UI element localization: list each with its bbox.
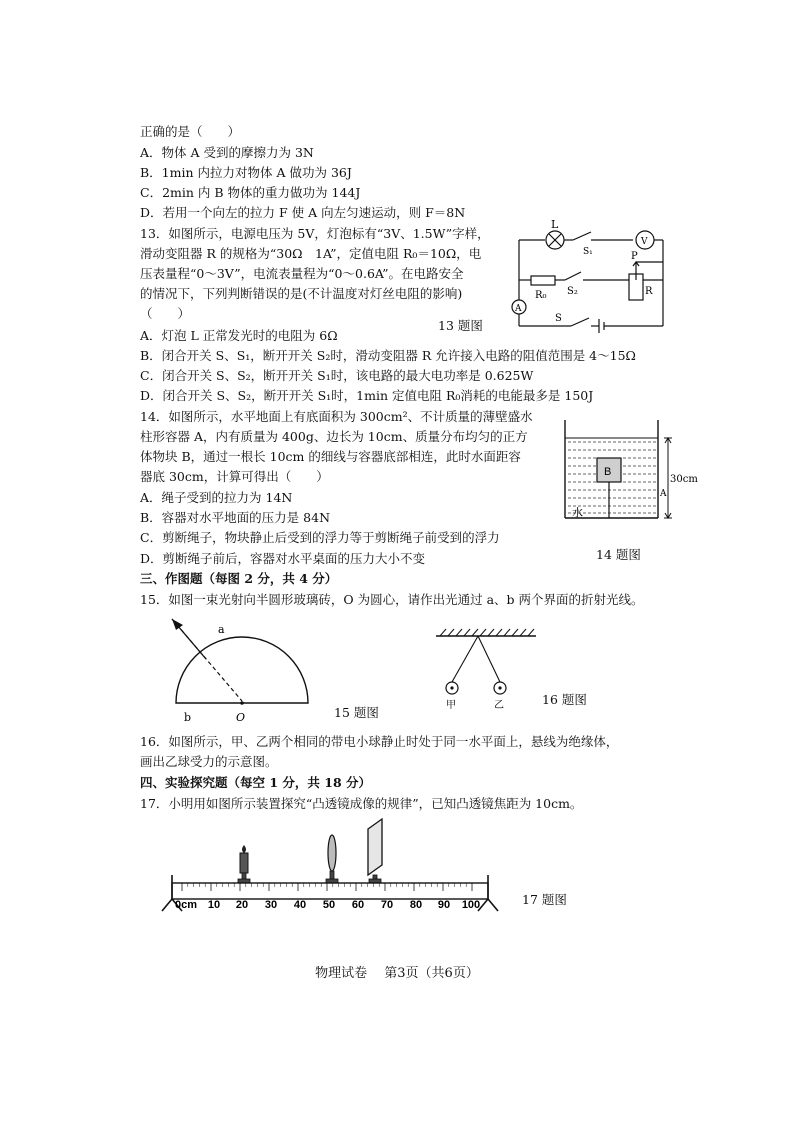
option-b: B．1min 内拉力对物体 A 做功为 36J: [140, 165, 352, 180]
tick-label: 60: [351, 899, 365, 911]
tick-label: 90: [437, 899, 451, 911]
switch-s-label: S: [555, 313, 562, 324]
ammeter-label: A: [515, 304, 522, 314]
tick-label: 10: [207, 899, 221, 911]
slider-p-label: P: [631, 251, 638, 262]
q14-option-a: A．绳子受到的拉力为 14N: [140, 490, 293, 505]
section-heading: 三、作图题（每图 2 分，共 4 分）: [140, 571, 338, 586]
fig14-caption: 14 题图: [596, 547, 641, 562]
q16-line2: 画出乙球受力的示意图。: [140, 754, 278, 769]
tick-label: 100: [461, 899, 481, 911]
rheostat-r-label: R: [645, 286, 653, 297]
q13-line2: 滑动变阻器 R 的规格为“30Ω 1A”，定值电阻 R₀＝10Ω，电: [140, 246, 482, 261]
page-footer: 物理试卷 第3页（共6页）: [315, 966, 479, 981]
tick-label: 0cm: [174, 899, 198, 911]
center-o-label: O: [236, 711, 246, 724]
fig15-caption: 15 题图: [334, 705, 379, 720]
switch-s1-label: S₁: [583, 247, 593, 257]
q13-line5: （ ）: [140, 306, 191, 321]
ball-yi-label: 乙: [494, 700, 504, 711]
fig13-caption: 13 题图: [438, 318, 483, 333]
tick-label: 50: [322, 899, 336, 911]
r0-label: R₀: [535, 290, 547, 301]
q13-option-b: B．闭合开关 S、S₁，断开开关 S₂时，滑动变阻器 R 允许接入电路的阻值范围是 4～15Ω: [140, 348, 636, 363]
q17-text: 17．小明用如图所示装置探究“凸透镜成像的规律”，已知凸透镜焦距为 10cm。: [140, 796, 583, 811]
q13-line1: 13．如图所示，电源电压为 5V，灯泡标有“3V、1.5W”字样，: [140, 226, 490, 241]
q14-line1: 14．如图所示，水平地面上有底面积为 300cm²、不计质量的薄壁盛水: [140, 409, 533, 424]
q14-option-b: B．容器对水平地面的压力是 84N: [140, 510, 331, 525]
q13-option-c: C．闭合开关 S、S₂，断开开关 S₁时，该电路的最大电功率是 0.625W: [140, 368, 534, 383]
q13-line3: 压表量程“0～3V”，电流表量程为“0～0.6A”。在电路安全: [140, 266, 464, 281]
q13-option-a: A．灯泡 L 正常发光时的电阻为 6Ω: [140, 328, 338, 343]
water-label: 水: [572, 506, 583, 519]
q14-line2: 柱形容器 A，内有质量为 400g、边长为 10cm、质量分布均匀的正方: [140, 429, 528, 444]
optical-bench-diagram: [160, 815, 505, 915]
q15-text: 15．如图一束光射向半圆形玻璃砖，O 为圆心，请作出光通过 a、b 两个界面的折射光线。: [140, 592, 644, 607]
section-heading: 四、实验探究题（每空 1 分，共 18 分）: [140, 775, 372, 790]
fig17-caption: 17 题图: [522, 892, 567, 907]
option-a: A．物体 A 受到的摩擦力为 3N: [140, 145, 314, 160]
q13-option-d: D．闭合开关 S、S₂，断开开关 S₁时，1min 定值电阻 R₀消耗的电能最多是 150J: [140, 388, 594, 403]
charged-balls-diagram: [432, 628, 542, 711]
container-diagram: [560, 418, 710, 528]
height-label: 30cm: [670, 474, 698, 485]
tick-label: 40: [293, 899, 307, 911]
fig16-caption: 16 题图: [542, 692, 587, 707]
voltmeter-label: V: [641, 237, 648, 247]
q14-line3: 体物块 B，通过一根长 10cm 的细线与容器底部相连，此时水面距容: [140, 449, 521, 464]
q14-option-c: C．剪断绳子，物块静止后受到的浮力等于剪断绳子前受到的浮力: [140, 530, 500, 545]
block-b-label: B: [604, 466, 612, 478]
switch-s2-label: S₂: [567, 286, 578, 297]
q14-line4: 器底 30cm，计算可得出（ ）: [140, 469, 329, 484]
tick-label: 30: [264, 899, 278, 911]
q14-option-d: D．剪断绳子前后，容器对水平桌面的压力大小不变: [140, 551, 426, 566]
tick-label: 70: [380, 899, 394, 911]
ball-jia-label: 甲: [446, 700, 456, 711]
option-d: D．若用一个向左的拉力 F 使 A 向左匀速运动，则 F＝8N: [140, 205, 466, 220]
surface-b-label: b: [184, 711, 192, 724]
text-line: 正确的是（ ）: [140, 124, 241, 139]
semicircle-diagram: [164, 615, 344, 725]
tick-label: 80: [409, 899, 423, 911]
tick-label: 20: [235, 899, 249, 911]
circuit-diagram: [505, 218, 680, 330]
option-c: C．2min 内 B 物体的重力做功为 144J: [140, 185, 361, 200]
q16-line1: 16．如图所示，甲、乙两个相同的带电小球静止时处于同一水平面上，悬线为绝缘体，: [140, 734, 619, 749]
q13-line4: 的情况下，下列判断错误的是(不计温度对灯丝电阻的影响): [140, 286, 463, 301]
lamp-label: L: [551, 218, 559, 231]
container-label: A: [660, 489, 667, 499]
surface-a-label: a: [218, 623, 225, 636]
